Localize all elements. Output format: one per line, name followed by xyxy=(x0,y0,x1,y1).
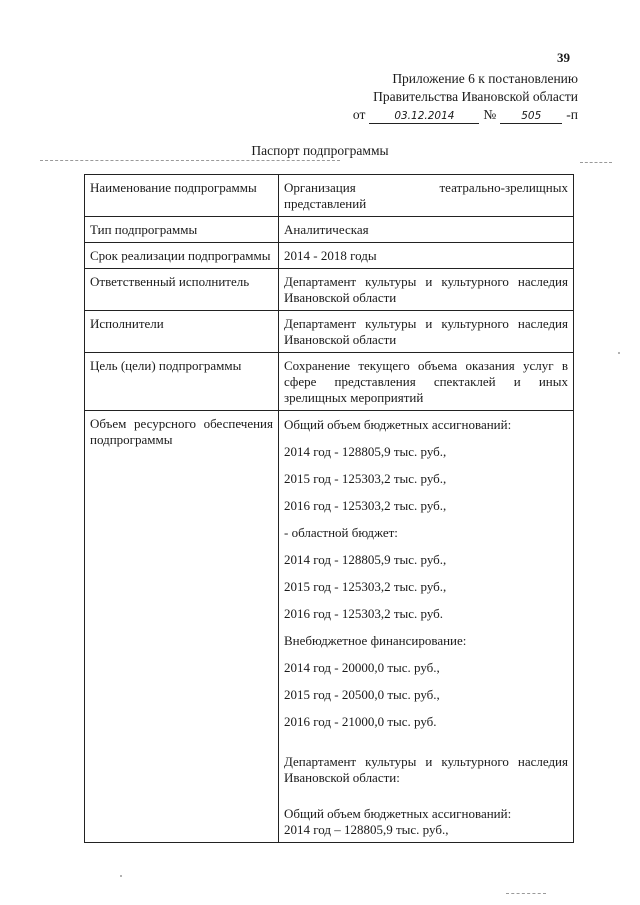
row-value: Департамент культуры и культурного наследия Ивановской области xyxy=(279,311,574,353)
handwritten-number: 505 xyxy=(500,109,562,124)
table-row xyxy=(85,353,574,411)
financing-line: 2016 год - 125303,2 тыс. руб., xyxy=(284,498,447,513)
passport-table xyxy=(84,174,574,843)
row-label: Ответственный исполнитель xyxy=(85,269,279,311)
appendix-signature-line xyxy=(353,106,578,124)
number-suffix: -п xyxy=(566,107,578,122)
row-value: Департамент культуры и культурного наследия Ивановской области xyxy=(279,269,574,311)
financing-line: Общий объем бюджетных ассигнований: xyxy=(284,417,512,432)
financing-line: 2015 год - 125303,2 тыс. руб., xyxy=(284,471,447,486)
appendix-line-2: Правительства Ивановской области xyxy=(373,89,578,104)
row-value: 2014 - 2018 годы xyxy=(279,243,574,269)
row-value: Сохранение текущего объема оказания услуг в сфере представления спектаклей и иных зрелищных мероприятий xyxy=(279,353,574,411)
table-row xyxy=(85,243,574,269)
financing-line: 2014 год - 128805,9 тыс. руб., xyxy=(284,444,447,459)
table-row xyxy=(85,269,574,311)
scan-artifact-line xyxy=(40,160,340,161)
financing-line: 2016 год - 125303,2 тыс. руб. xyxy=(284,606,444,621)
financing-line: 2014 год - 128805,9 тыс. руб., xyxy=(284,552,447,567)
appendix-header xyxy=(353,70,578,124)
table-row xyxy=(85,311,574,353)
scan-artifact-line xyxy=(580,162,612,163)
handwritten-date: 03.12.2014 xyxy=(369,109,479,124)
appendix-line-1: Приложение 6 к постановлению xyxy=(392,71,578,86)
row-label: Наименование подпрограммы xyxy=(85,175,279,217)
table-row-financing xyxy=(85,411,574,843)
document-title: Паспорт подпрограммы xyxy=(251,143,389,158)
financing-line: Внебюджетное финансирование: xyxy=(284,633,467,648)
page-number: 39 xyxy=(557,50,570,65)
row-value: Организация театрально-зрелищных представлений xyxy=(279,175,574,217)
row-label: Срок реализации подпрограммы xyxy=(85,243,279,269)
financing-line: 2015 год - 125303,2 тыс. руб., xyxy=(284,579,447,594)
scan-artifact-line xyxy=(506,893,546,894)
row-value: Аналитическая xyxy=(279,217,574,243)
financing-line: - областной бюджет: xyxy=(284,525,398,540)
scan-speck xyxy=(120,875,122,877)
financing-value xyxy=(279,411,574,843)
financing-total-label: Общий объем бюджетных ассигнований: xyxy=(284,806,512,821)
row-label: Тип подпрограммы xyxy=(85,217,279,243)
financing-total-2014: 2014 год – 128805,9 тыс. руб., xyxy=(284,822,449,837)
from-label: от xyxy=(352,107,366,122)
scan-speck xyxy=(618,352,620,354)
row-label: Объем ресурсного обеспечения подпрограммы xyxy=(85,411,279,843)
table-row xyxy=(85,217,574,243)
row-label: Цель (цели) подпрограммы xyxy=(85,353,279,411)
row-label: Исполнители xyxy=(85,311,279,353)
table-row xyxy=(85,175,574,217)
number-label: № xyxy=(483,107,497,122)
financing-line: 2016 год - 21000,0 тыс. руб. xyxy=(284,714,437,729)
financing-line: 2014 год - 20000,0 тыс. руб., xyxy=(284,660,440,675)
financing-department: Департамент культуры и культурного наследия Ивановской области: xyxy=(284,754,568,785)
financing-line: 2015 год - 20500,0 тыс. руб., xyxy=(284,687,440,702)
